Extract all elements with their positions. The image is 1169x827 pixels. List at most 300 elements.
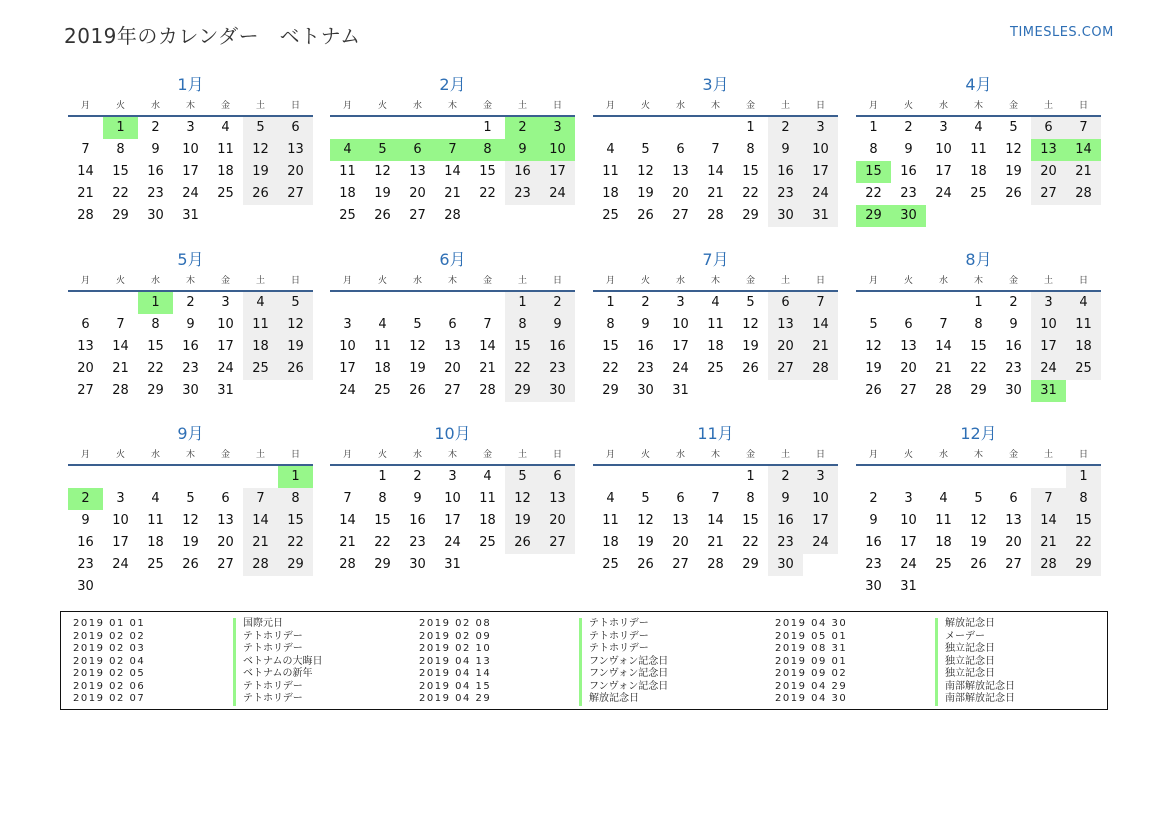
day-cell[interactable]: 9 (768, 139, 803, 161)
day-cell[interactable]: 6 (81, 317, 90, 332)
day-cell[interactable]: 6 (448, 317, 457, 332)
day-cell[interactable]: 6 (540, 466, 575, 488)
day-cell[interactable]: 4 (151, 491, 160, 506)
day-cell[interactable]: 8 (606, 317, 615, 332)
day-cell[interactable]: 19 (409, 361, 426, 376)
day-cell[interactable]: 22 (479, 186, 496, 201)
day-cell[interactable]: 2 (413, 469, 422, 484)
day-cell[interactable]: 16 (505, 161, 540, 183)
day-cell[interactable]: 22 (602, 361, 619, 376)
day-cell[interactable]: 20 (444, 361, 461, 376)
day-cell[interactable]: 16 (409, 513, 426, 528)
day-cell[interactable]: 27 (672, 208, 689, 223)
day-cell[interactable]: 1 (606, 295, 615, 310)
day-cell[interactable]: 5 (641, 491, 650, 506)
day-cell[interactable]: 3 (1031, 292, 1066, 314)
day-cell[interactable]: 12 (865, 339, 882, 354)
holiday-day-cell[interactable]: 30 (891, 205, 926, 227)
day-cell[interactable]: 15 (742, 513, 759, 528)
day-cell[interactable]: 25 (374, 383, 391, 398)
day-cell[interactable]: 29 (112, 208, 129, 223)
holiday-day-cell[interactable]: 31 (1031, 380, 1066, 402)
holiday-day-cell[interactable]: 2 (68, 488, 103, 510)
day-cell[interactable]: 29 (374, 557, 391, 572)
day-cell[interactable]: 14 (243, 510, 278, 532)
day-cell[interactable]: 17 (112, 535, 129, 550)
day-cell[interactable]: 10 (217, 317, 234, 332)
day-cell[interactable]: 4 (243, 292, 278, 314)
day-cell[interactable]: 27 (217, 557, 234, 572)
day-cell[interactable]: 21 (243, 532, 278, 554)
day-cell[interactable]: 10 (803, 488, 838, 510)
day-cell[interactable]: 21 (77, 186, 94, 201)
day-cell[interactable]: 19 (970, 535, 987, 550)
day-cell[interactable]: 28 (479, 383, 496, 398)
day-cell[interactable]: 16 (147, 164, 164, 179)
day-cell[interactable]: 3 (904, 491, 913, 506)
day-cell[interactable]: 25 (147, 557, 164, 572)
day-cell[interactable]: 29 (278, 554, 313, 576)
day-cell[interactable]: 3 (343, 317, 352, 332)
day-cell[interactable]: 2 (904, 120, 913, 135)
holiday-day-cell[interactable]: 2 (505, 117, 540, 139)
day-cell[interactable]: 20 (409, 186, 426, 201)
day-cell[interactable]: 19 (182, 535, 199, 550)
day-cell[interactable]: 29 (602, 383, 619, 398)
day-cell[interactable]: 13 (77, 339, 94, 354)
day-cell[interactable]: 31 (182, 208, 199, 223)
day-cell[interactable]: 10 (803, 139, 838, 161)
day-cell[interactable]: 8 (869, 142, 878, 157)
day-cell[interactable]: 30 (147, 208, 164, 223)
day-cell[interactable]: 3 (803, 466, 838, 488)
day-cell[interactable]: 8 (378, 491, 387, 506)
day-cell[interactable]: 2 (869, 491, 878, 506)
day-cell[interactable]: 9 (768, 488, 803, 510)
day-cell[interactable]: 16 (637, 339, 654, 354)
day-cell[interactable]: 21 (339, 535, 356, 550)
day-cell[interactable]: 14 (77, 164, 94, 179)
day-cell[interactable]: 21 (707, 186, 724, 201)
day-cell[interactable]: 16 (540, 336, 575, 358)
day-cell[interactable]: 18 (602, 186, 619, 201)
day-cell[interactable]: 30 (637, 383, 654, 398)
day-cell[interactable]: 30 (409, 557, 426, 572)
day-cell[interactable]: 24 (900, 557, 917, 572)
day-cell[interactable]: 13 (217, 513, 234, 528)
day-cell[interactable]: 17 (339, 361, 356, 376)
day-cell[interactable]: 23 (1005, 361, 1022, 376)
day-cell[interactable]: 26 (409, 383, 426, 398)
day-cell[interactable]: 7 (939, 317, 948, 332)
day-cell[interactable]: 23 (768, 183, 803, 205)
day-cell[interactable]: 14 (935, 339, 952, 354)
day-cell[interactable]: 15 (479, 164, 496, 179)
day-cell[interactable]: 1 (1066, 466, 1101, 488)
day-cell[interactable]: 10 (182, 142, 199, 157)
day-cell[interactable]: 19 (374, 186, 391, 201)
day-cell[interactable]: 23 (505, 183, 540, 205)
day-cell[interactable]: 28 (444, 208, 461, 223)
day-cell[interactable]: 9 (81, 513, 90, 528)
day-cell[interactable]: 24 (217, 361, 234, 376)
day-cell[interactable]: 19 (637, 535, 654, 550)
day-cell[interactable]: 3 (116, 491, 125, 506)
day-cell[interactable]: 11 (1066, 314, 1101, 336)
day-cell[interactable]: 5 (186, 491, 195, 506)
holiday-day-cell[interactable]: 1 (103, 117, 138, 139)
day-cell[interactable]: 2 (540, 292, 575, 314)
day-cell[interactable]: 18 (147, 535, 164, 550)
day-cell[interactable]: 26 (637, 208, 654, 223)
day-cell[interactable]: 8 (746, 142, 755, 157)
day-cell[interactable]: 19 (1005, 164, 1022, 179)
day-cell[interactable]: 18 (602, 535, 619, 550)
holiday-day-cell[interactable]: 29 (856, 205, 891, 227)
day-cell[interactable]: 22 (505, 358, 540, 380)
day-cell[interactable]: 25 (970, 186, 987, 201)
day-cell[interactable]: 13 (278, 139, 313, 161)
day-cell[interactable]: 8 (151, 317, 160, 332)
day-cell[interactable]: 12 (1005, 142, 1022, 157)
day-cell[interactable]: 18 (339, 186, 356, 201)
day-cell[interactable]: 12 (505, 488, 540, 510)
day-cell[interactable]: 23 (147, 186, 164, 201)
day-cell[interactable]: 24 (1031, 358, 1066, 380)
day-cell[interactable]: 25 (707, 361, 724, 376)
day-cell[interactable]: 21 (479, 361, 496, 376)
day-cell[interactable]: 27 (672, 557, 689, 572)
day-cell[interactable]: 26 (637, 557, 654, 572)
day-cell[interactable]: 2 (641, 295, 650, 310)
day-cell[interactable]: 4 (483, 469, 492, 484)
day-cell[interactable]: 10 (339, 339, 356, 354)
day-cell[interactable]: 4 (939, 491, 948, 506)
day-cell[interactable]: 16 (768, 510, 803, 532)
day-cell[interactable]: 9 (186, 317, 195, 332)
day-cell[interactable]: 12 (278, 314, 313, 336)
day-cell[interactable]: 28 (707, 557, 724, 572)
day-cell[interactable]: 1 (378, 469, 387, 484)
day-cell[interactable]: 9 (151, 142, 160, 157)
day-cell[interactable]: 10 (900, 513, 917, 528)
day-cell[interactable]: 11 (243, 314, 278, 336)
day-cell[interactable]: 25 (935, 557, 952, 572)
day-cell[interactable]: 30 (77, 579, 94, 594)
day-cell[interactable]: 20 (278, 161, 313, 183)
day-cell[interactable]: 30 (768, 554, 803, 576)
day-cell[interactable]: 15 (278, 510, 313, 532)
day-cell[interactable]: 7 (483, 317, 492, 332)
day-cell[interactable]: 15 (505, 336, 540, 358)
day-cell[interactable]: 25 (339, 208, 356, 223)
day-cell[interactable]: 28 (77, 208, 94, 223)
day-cell[interactable]: 15 (1066, 510, 1101, 532)
day-cell[interactable]: 11 (479, 491, 496, 506)
day-cell[interactable]: 26 (374, 208, 391, 223)
day-cell[interactable]: 19 (865, 361, 882, 376)
day-cell[interactable]: 6 (768, 292, 803, 314)
day-cell[interactable]: 20 (1031, 161, 1066, 183)
day-cell[interactable]: 12 (182, 513, 199, 528)
day-cell[interactable]: 2 (151, 120, 160, 135)
day-cell[interactable]: 28 (339, 557, 356, 572)
day-cell[interactable]: 9 (641, 317, 650, 332)
day-cell[interactable]: 19 (742, 339, 759, 354)
day-cell[interactable]: 6 (1031, 117, 1066, 139)
day-cell[interactable]: 22 (374, 535, 391, 550)
day-cell[interactable]: 24 (112, 557, 129, 572)
day-cell[interactable]: 5 (278, 292, 313, 314)
holiday-day-cell[interactable]: 1 (138, 292, 173, 314)
day-cell[interactable]: 17 (182, 164, 199, 179)
day-cell[interactable]: 4 (606, 142, 615, 157)
day-cell[interactable]: 5 (974, 491, 983, 506)
day-cell[interactable]: 2 (768, 466, 803, 488)
day-cell[interactable]: 27 (1031, 183, 1066, 205)
day-cell[interactable]: 28 (803, 358, 838, 380)
day-cell[interactable]: 4 (711, 295, 720, 310)
day-cell[interactable]: 12 (637, 164, 654, 179)
day-cell[interactable]: 11 (339, 164, 356, 179)
day-cell[interactable]: 11 (374, 339, 391, 354)
day-cell[interactable]: 28 (935, 383, 952, 398)
day-cell[interactable]: 28 (1031, 554, 1066, 576)
day-cell[interactable]: 25 (1066, 358, 1101, 380)
holiday-day-cell[interactable]: 5 (365, 139, 400, 161)
day-cell[interactable]: 6 (676, 491, 685, 506)
day-cell[interactable]: 22 (865, 186, 882, 201)
day-cell[interactable]: 7 (711, 491, 720, 506)
day-cell[interactable]: 7 (803, 292, 838, 314)
day-cell[interactable]: 23 (900, 186, 917, 201)
day-cell[interactable]: 23 (409, 535, 426, 550)
day-cell[interactable]: 5 (746, 295, 755, 310)
day-cell[interactable]: 14 (112, 339, 129, 354)
day-cell[interactable]: 22 (1066, 532, 1101, 554)
day-cell[interactable]: 7 (116, 317, 125, 332)
day-cell[interactable]: 17 (803, 510, 838, 532)
day-cell[interactable]: 9 (904, 142, 913, 157)
day-cell[interactable]: 16 (900, 164, 917, 179)
day-cell[interactable]: 12 (637, 513, 654, 528)
day-cell[interactable]: 12 (742, 317, 759, 332)
day-cell[interactable]: 18 (1066, 336, 1101, 358)
day-cell[interactable]: 1 (869, 120, 878, 135)
day-cell[interactable]: 26 (182, 557, 199, 572)
day-cell[interactable]: 9 (1009, 317, 1018, 332)
day-cell[interactable]: 25 (243, 358, 278, 380)
day-cell[interactable]: 11 (935, 513, 952, 528)
day-cell[interactable]: 14 (707, 513, 724, 528)
day-cell[interactable]: 10 (935, 142, 952, 157)
day-cell[interactable]: 8 (278, 488, 313, 510)
day-cell[interactable]: 13 (1005, 513, 1022, 528)
day-cell[interactable]: 23 (768, 532, 803, 554)
day-cell[interactable]: 27 (77, 383, 94, 398)
day-cell[interactable]: 29 (742, 208, 759, 223)
day-cell[interactable]: 5 (243, 117, 278, 139)
day-cell[interactable]: 13 (672, 513, 689, 528)
day-cell[interactable]: 7 (1066, 117, 1101, 139)
day-cell[interactable]: 1 (746, 469, 755, 484)
day-cell[interactable]: 15 (970, 339, 987, 354)
day-cell[interactable]: 18 (970, 164, 987, 179)
day-cell[interactable]: 24 (803, 532, 838, 554)
day-cell[interactable]: 12 (409, 339, 426, 354)
day-cell[interactable]: 10 (1031, 314, 1066, 336)
day-cell[interactable]: 31 (672, 383, 689, 398)
day-cell[interactable]: 26 (742, 361, 759, 376)
day-cell[interactable]: 19 (278, 336, 313, 358)
holiday-day-cell[interactable]: 8 (470, 139, 505, 161)
day-cell[interactable]: 19 (243, 161, 278, 183)
day-cell[interactable]: 20 (1005, 535, 1022, 550)
day-cell[interactable]: 6 (278, 117, 313, 139)
day-cell[interactable]: 18 (217, 164, 234, 179)
day-cell[interactable]: 18 (935, 535, 952, 550)
day-cell[interactable]: 18 (243, 336, 278, 358)
day-cell[interactable]: 30 (1005, 383, 1022, 398)
day-cell[interactable]: 11 (970, 142, 987, 157)
day-cell[interactable]: 30 (182, 383, 199, 398)
day-cell[interactable]: 7 (711, 142, 720, 157)
site-logo-text[interactable]: TIMESLES.COM (1010, 25, 1114, 40)
day-cell[interactable]: 5 (641, 142, 650, 157)
day-cell[interactable]: 25 (602, 557, 619, 572)
day-cell[interactable]: 6 (904, 317, 913, 332)
day-cell[interactable]: 27 (1005, 557, 1022, 572)
day-cell[interactable]: 25 (602, 208, 619, 223)
day-cell[interactable]: 22 (278, 532, 313, 554)
day-cell[interactable]: 4 (974, 120, 983, 135)
day-cell[interactable]: 16 (768, 161, 803, 183)
day-cell[interactable]: 24 (935, 186, 952, 201)
day-cell[interactable]: 11 (707, 317, 724, 332)
day-cell[interactable]: 6 (1009, 491, 1018, 506)
day-cell[interactable]: 14 (339, 513, 356, 528)
day-cell[interactable]: 26 (243, 183, 278, 205)
day-cell[interactable]: 18 (479, 513, 496, 528)
day-cell[interactable]: 20 (900, 361, 917, 376)
day-cell[interactable]: 9 (540, 314, 575, 336)
day-cell[interactable]: 12 (243, 139, 278, 161)
day-cell[interactable]: 2 (768, 117, 803, 139)
day-cell[interactable]: 30 (768, 205, 803, 227)
day-cell[interactable]: 3 (221, 295, 230, 310)
day-cell[interactable]: 15 (112, 164, 129, 179)
day-cell[interactable]: 12 (970, 513, 987, 528)
day-cell[interactable]: 23 (540, 358, 575, 380)
holiday-day-cell[interactable]: 1 (278, 466, 313, 488)
day-cell[interactable]: 27 (278, 183, 313, 205)
day-cell[interactable]: 5 (505, 466, 540, 488)
day-cell[interactable]: 15 (602, 339, 619, 354)
day-cell[interactable]: 26 (505, 532, 540, 554)
day-cell[interactable]: 31 (803, 205, 838, 227)
day-cell[interactable]: 27 (768, 358, 803, 380)
day-cell[interactable]: 1 (974, 295, 983, 310)
holiday-day-cell[interactable]: 14 (1066, 139, 1101, 161)
day-cell[interactable]: 26 (1005, 186, 1022, 201)
day-cell[interactable]: 10 (672, 317, 689, 332)
day-cell[interactable]: 13 (768, 314, 803, 336)
day-cell[interactable]: 15 (374, 513, 391, 528)
day-cell[interactable]: 27 (540, 532, 575, 554)
day-cell[interactable]: 4 (1066, 292, 1101, 314)
day-cell[interactable]: 21 (1066, 161, 1101, 183)
day-cell[interactable]: 26 (865, 383, 882, 398)
day-cell[interactable]: 25 (217, 186, 234, 201)
day-cell[interactable]: 24 (339, 383, 356, 398)
day-cell[interactable]: 13 (900, 339, 917, 354)
holiday-day-cell[interactable]: 3 (540, 117, 575, 139)
day-cell[interactable]: 8 (974, 317, 983, 332)
day-cell[interactable]: 11 (602, 164, 619, 179)
day-cell[interactable]: 25 (479, 535, 496, 550)
day-cell[interactable]: 23 (182, 361, 199, 376)
day-cell[interactable]: 17 (217, 339, 234, 354)
day-cell[interactable]: 4 (221, 120, 230, 135)
day-cell[interactable]: 28 (243, 554, 278, 576)
day-cell[interactable]: 18 (374, 361, 391, 376)
day-cell[interactable]: 21 (707, 535, 724, 550)
day-cell[interactable]: 21 (935, 361, 952, 376)
day-cell[interactable]: 6 (221, 491, 230, 506)
holiday-day-cell[interactable]: 9 (505, 139, 540, 161)
day-cell[interactable]: 22 (147, 361, 164, 376)
day-cell[interactable]: 3 (803, 117, 838, 139)
day-cell[interactable]: 31 (217, 383, 234, 398)
day-cell[interactable]: 20 (540, 510, 575, 532)
day-cell[interactable]: 8 (746, 491, 755, 506)
day-cell[interactable]: 29 (505, 380, 540, 402)
day-cell[interactable]: 17 (540, 161, 575, 183)
day-cell[interactable]: 10 (112, 513, 129, 528)
day-cell[interactable]: 27 (900, 383, 917, 398)
day-cell[interactable]: 28 (1066, 183, 1101, 205)
day-cell[interactable]: 24 (182, 186, 199, 201)
day-cell[interactable]: 23 (865, 557, 882, 572)
day-cell[interactable]: 1 (483, 120, 492, 135)
day-cell[interactable]: 1 (505, 292, 540, 314)
day-cell[interactable]: 17 (1031, 336, 1066, 358)
day-cell[interactable]: 5 (1009, 120, 1018, 135)
day-cell[interactable]: 21 (803, 336, 838, 358)
day-cell[interactable]: 21 (444, 186, 461, 201)
day-cell[interactable]: 29 (742, 557, 759, 572)
day-cell[interactable]: 14 (803, 314, 838, 336)
day-cell[interactable]: 5 (869, 317, 878, 332)
holiday-day-cell[interactable]: 7 (435, 139, 470, 161)
day-cell[interactable]: 23 (637, 361, 654, 376)
day-cell[interactable]: 20 (672, 186, 689, 201)
day-cell[interactable]: 9 (413, 491, 422, 506)
day-cell[interactable]: 6 (676, 142, 685, 157)
day-cell[interactable]: 16 (77, 535, 94, 550)
day-cell[interactable]: 17 (935, 164, 952, 179)
day-cell[interactable]: 20 (77, 361, 94, 376)
day-cell[interactable]: 13 (540, 488, 575, 510)
day-cell[interactable]: 2 (1009, 295, 1018, 310)
day-cell[interactable]: 16 (865, 535, 882, 550)
day-cell[interactable]: 3 (939, 120, 948, 135)
day-cell[interactable]: 3 (448, 469, 457, 484)
day-cell[interactable]: 19 (505, 510, 540, 532)
day-cell[interactable]: 7 (243, 488, 278, 510)
day-cell[interactable]: 3 (676, 295, 685, 310)
day-cell[interactable]: 11 (602, 513, 619, 528)
